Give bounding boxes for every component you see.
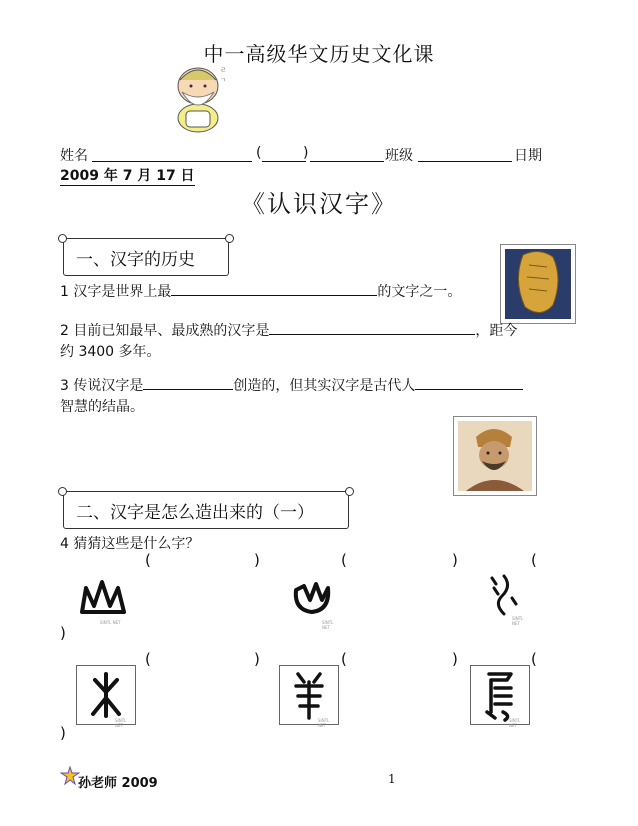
date-label: 日期 bbox=[514, 148, 542, 164]
question-4: 4 猜猜这些是什么字？ bbox=[60, 536, 200, 552]
q3-blank-1[interactable] bbox=[143, 377, 233, 390]
svg-text:ㄹ: ㄹ bbox=[220, 66, 227, 74]
q1-answer-blank[interactable] bbox=[171, 283, 377, 296]
question-3-line2: 智慧的结晶。 bbox=[60, 399, 144, 415]
seat-paren-open: ( bbox=[256, 145, 262, 161]
class-label: 班级 bbox=[385, 148, 413, 164]
spacer-line bbox=[310, 161, 384, 162]
seat-number-blank[interactable] bbox=[262, 161, 306, 162]
section1-banner bbox=[63, 238, 229, 276]
mountain-glyph-icon: SINTL NET bbox=[78, 578, 128, 624]
lesson-title: 《认识汉字》 bbox=[241, 190, 397, 218]
section2-heading: 二、汉字是怎么造出来的（一） bbox=[76, 503, 314, 523]
question-1: 1 汉字是世界上最 的文字之一。 bbox=[60, 284, 462, 300]
answer-paren-open: ( bbox=[341, 650, 347, 668]
name-label: 姓名 bbox=[60, 148, 88, 164]
scroll-curl bbox=[58, 234, 67, 243]
tree-glyph-icon: SINTL NET bbox=[76, 665, 136, 725]
answer-paren-open: ( bbox=[145, 551, 151, 569]
answer-paren-close: ) bbox=[452, 650, 458, 668]
q3-blank-2[interactable] bbox=[415, 377, 523, 390]
footer-teacher: 孙老师 2009 bbox=[78, 776, 158, 791]
class-blank[interactable] bbox=[418, 161, 512, 162]
fire-glyph-icon: SINTL NET bbox=[290, 578, 340, 624]
answer-paren-open: ( bbox=[341, 551, 347, 569]
answer-paren-open: ( bbox=[531, 650, 537, 668]
oracle-bone-photo bbox=[500, 244, 576, 324]
q2-answer-blank[interactable] bbox=[269, 322, 475, 335]
answer-paren-close: ) bbox=[254, 650, 260, 668]
star-badge-icon bbox=[60, 766, 80, 786]
name-blank[interactable] bbox=[92, 161, 252, 162]
answer-paren-close: ) bbox=[254, 551, 260, 569]
seat-paren-close: ) bbox=[303, 145, 309, 161]
answer-paren-open: ( bbox=[145, 650, 151, 668]
scroll-curl bbox=[345, 487, 354, 496]
section1-heading: 一、汉字的历史 bbox=[76, 250, 195, 270]
date-value: 2009 年 7 月 17 日 bbox=[60, 165, 195, 186]
sheep-glyph-icon: SINTL NET bbox=[279, 665, 339, 725]
section2-banner bbox=[63, 491, 349, 529]
cangjie-portrait-photo bbox=[453, 416, 537, 496]
answer-paren-open: ( bbox=[531, 551, 537, 569]
question-2: 2 目前已知最早、最成熟的汉字是 ，距今 bbox=[60, 323, 518, 339]
horse-glyph-icon: SINTL NET bbox=[470, 665, 530, 725]
page-number: 1 bbox=[388, 772, 396, 786]
svg-text:ㄱ: ㄱ bbox=[220, 77, 226, 84]
scroll-curl bbox=[225, 234, 234, 243]
answer-paren-close: ) bbox=[60, 624, 66, 642]
answer-paren-close: ) bbox=[452, 551, 458, 569]
sage-cartoon-icon bbox=[168, 56, 230, 136]
question-2-line2: 约 3400 多年。 bbox=[60, 344, 161, 360]
water-glyph-icon: SINTL NET bbox=[488, 572, 532, 622]
scroll-curl bbox=[58, 487, 67, 496]
page-title: 中一高级华文历史文化课 bbox=[203, 42, 435, 66]
answer-paren-close: ) bbox=[60, 724, 66, 742]
question-3: 3 传说汉字是 创造的，但其实汉字是古代人 bbox=[60, 375, 523, 395]
